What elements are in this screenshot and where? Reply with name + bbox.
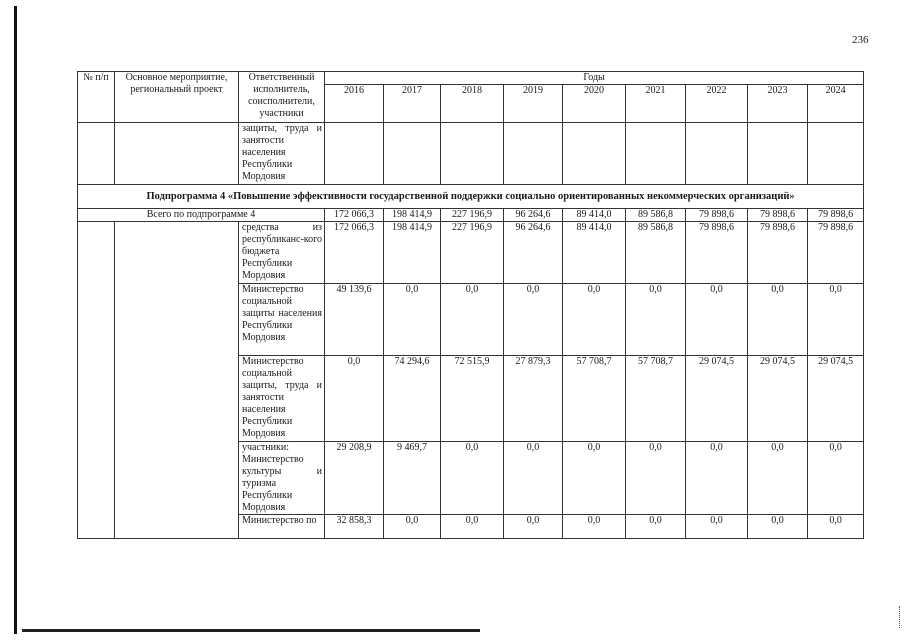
cell-value: 89 586,8 <box>626 222 686 284</box>
header-years: Годы <box>325 72 864 85</box>
cell-value: 79 898,6 <box>748 222 808 284</box>
cell-value: 172 066,3 <box>325 222 384 284</box>
total-value: 79 898,6 <box>686 209 748 222</box>
total-value: 172 066,3 <box>325 209 384 222</box>
cell-value: 29 074,5 <box>686 356 748 442</box>
year-header: 2018 <box>441 85 504 123</box>
cell-value <box>563 123 626 185</box>
cell-value: 49 139,6 <box>325 284 384 356</box>
cell-value: 0,0 <box>504 284 563 356</box>
cell-value: 0,0 <box>441 442 504 515</box>
total-value: 89 414,0 <box>563 209 626 222</box>
year-header: 2022 <box>686 85 748 123</box>
cell-value: 0,0 <box>686 515 748 539</box>
cell-value <box>325 123 384 185</box>
cell-value: 227 196,9 <box>441 222 504 284</box>
cell-value: 0,0 <box>384 515 441 539</box>
cell-measure <box>115 123 239 185</box>
year-header: 2023 <box>748 85 808 123</box>
total-value: 79 898,6 <box>808 209 864 222</box>
total-label: Всего по подпрограмме 4 <box>78 209 325 222</box>
cell-num <box>78 222 115 539</box>
budget-table <box>77 71 864 539</box>
cell-value: 0,0 <box>384 284 441 356</box>
total-value: 96 264,6 <box>504 209 563 222</box>
cell-num <box>78 123 115 185</box>
cell-value: 0,0 <box>748 442 808 515</box>
scan-left-edge <box>14 6 17 634</box>
cell-value: 0,0 <box>808 284 864 356</box>
cell-value: 9 469,7 <box>384 442 441 515</box>
cell-value: 57 708,7 <box>563 356 626 442</box>
cell-value: 0,0 <box>626 284 686 356</box>
header-row <box>78 72 864 85</box>
scan-bottom-edge <box>22 629 480 632</box>
year-header: 2016 <box>325 85 384 123</box>
cell-value <box>441 123 504 185</box>
total-value: 79 898,6 <box>748 209 808 222</box>
cell-measure <box>115 222 239 539</box>
total-value: 227 196,9 <box>441 209 504 222</box>
cell-value: 0,0 <box>626 442 686 515</box>
cell-value: 0,0 <box>686 442 748 515</box>
year-header: 2017 <box>384 85 441 123</box>
total-row <box>78 209 864 222</box>
cell-value: 0,0 <box>325 356 384 442</box>
subprogram-row <box>78 185 864 209</box>
cell-responsible: Министерство социальной защиты, труда и занятости населения Республики Мордовия <box>239 356 325 442</box>
cell-value: 74 294,6 <box>384 356 441 442</box>
cell-value: 0,0 <box>504 442 563 515</box>
cell-value: 0,0 <box>563 284 626 356</box>
header-responsible: Ответственный исполнитель, соисполнители, участники <box>239 72 325 123</box>
year-header: 2019 <box>504 85 563 123</box>
year-header: 2024 <box>808 85 864 123</box>
table-row <box>78 123 864 185</box>
page-number: 236 <box>852 34 869 46</box>
year-header: 2020 <box>563 85 626 123</box>
cell-value <box>748 123 808 185</box>
cell-value: 0,0 <box>441 515 504 539</box>
cell-value: 0,0 <box>748 284 808 356</box>
cell-value: 29 074,5 <box>748 356 808 442</box>
cell-value: 0,0 <box>563 442 626 515</box>
cell-value: 96 264,6 <box>504 222 563 284</box>
cell-responsible: защиты, труда и занятости населения Республики Мордовия <box>239 123 325 185</box>
cell-value: 0,0 <box>748 515 808 539</box>
cell-value: 0,0 <box>563 515 626 539</box>
cell-value: 0,0 <box>808 442 864 515</box>
cell-responsible: Министерство по <box>239 515 325 539</box>
cell-value: 0,0 <box>441 284 504 356</box>
cell-value: 29 074,5 <box>808 356 864 442</box>
cell-value: 79 898,6 <box>808 222 864 284</box>
cell-value: 0,0 <box>808 515 864 539</box>
cell-responsible: средства из республиканс-кого бюджета Республики Мордовия <box>239 222 325 284</box>
scan-edge-marks <box>899 606 903 628</box>
cell-value: 32 858,3 <box>325 515 384 539</box>
cell-value <box>504 123 563 185</box>
cell-value: 0,0 <box>686 284 748 356</box>
cell-value: 57 708,7 <box>626 356 686 442</box>
cell-value <box>626 123 686 185</box>
header-measure: Основное мероприятие, региональный проект <box>115 72 239 123</box>
cell-value: 29 208,9 <box>325 442 384 515</box>
table-row <box>78 222 864 284</box>
year-header: 2021 <box>626 85 686 123</box>
cell-value: 198 414,9 <box>384 222 441 284</box>
cell-responsible: Министерство социальной защиты населения Республики Мордовия <box>239 284 325 356</box>
cell-value <box>384 123 441 185</box>
cell-value <box>808 123 864 185</box>
header-num: № п/п <box>78 72 115 123</box>
total-value: 198 414,9 <box>384 209 441 222</box>
total-value: 89 586,8 <box>626 209 686 222</box>
cell-value: 0,0 <box>626 515 686 539</box>
cell-responsible: участники: Министерство культуры и туризма Республики Мордовия <box>239 442 325 515</box>
cell-value: 27 879,3 <box>504 356 563 442</box>
cell-value: 72 515,9 <box>441 356 504 442</box>
subprogram-title: Подпрограмма 4 «Повышение эффективности государственной поддержки социально ориентированных некоммерческих организаций» <box>78 185 864 209</box>
cell-value: 0,0 <box>504 515 563 539</box>
cell-value: 79 898,6 <box>686 222 748 284</box>
cell-value: 89 414,0 <box>563 222 626 284</box>
cell-value <box>686 123 748 185</box>
